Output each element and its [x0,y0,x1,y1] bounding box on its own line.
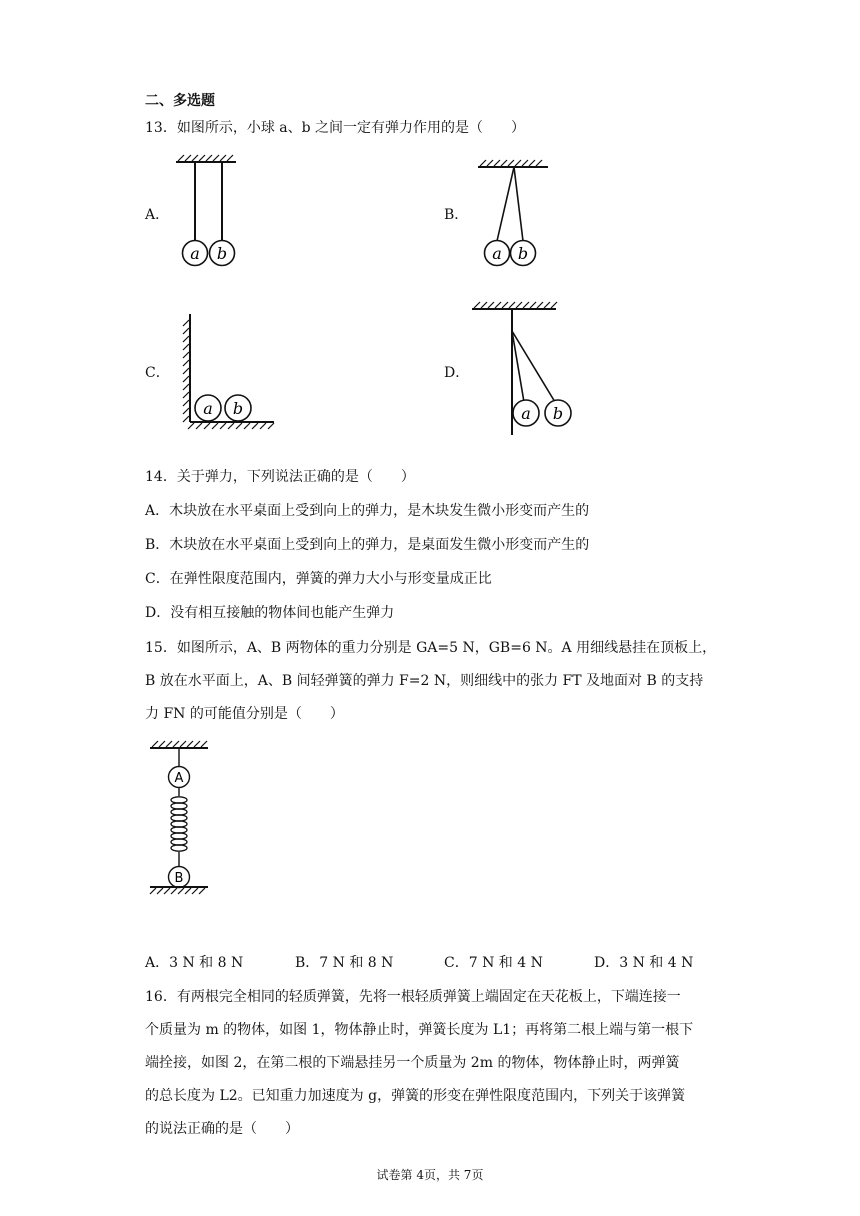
q16-stem-line-4: 的总长度为 L2。已知重力加速度为 g，弹簧的形变在弹性限度范围内，下列关于该弹簧 [145,1088,686,1104]
ball-b-label: b [232,399,244,418]
q16-stem-line-2: 个质量为 m 的物体，如图 1，物体静止时，弹簧长度为 L1；再将第二根上端与第一根下 [145,1022,694,1038]
block-b-label: B [174,871,184,886]
ball-a-label: a [492,244,502,263]
q15-option-a: A．3 N 和 8 N [145,955,244,971]
q15-stem-line-2: B 放在水平面上，A、B 间轻弹簧的弹力 F=2 N，则细线中的张力 FT 及地面对 B 的支持 [145,673,704,689]
q14-option-b: B．木块放在水平桌面上受到向上的弹力，是桌面发生微小形变而产生的 [145,537,590,553]
ball-b-label: b [552,404,564,423]
q16-stem-line-3: 端拴接，如图 2，在第二根的下端悬挂另一个质量为 2m 的物体，物体静止时，两弹簧 [145,1055,680,1071]
q13-option-a-label: A． [145,207,170,223]
q14-option-c: C．在弹性限度范围内，弹簧的弹力大小与形变量成正比 [145,571,492,587]
q13-option-c-label: C． [145,365,170,381]
ball-b-label: b [216,244,228,263]
block-a-label: A [174,771,184,786]
page-footer: 试卷第 4页，共 7页 [376,1168,484,1182]
ball-a-label: a [521,404,531,423]
q13-figure-a [170,150,260,270]
q13-stem: 13．如图所示，小球 a、b 之间一定有弹力作用的是（ ） [145,120,526,136]
q13-figure-b [470,150,560,270]
ball-a-label: a [203,399,213,418]
q14-option-a: A．木块放在水平桌面上受到向上的弹力，是木块发生微小形变而产生的 [145,503,590,519]
q14-stem: 14．关于弹力，下列说法正确的是（ ） [145,469,415,485]
ball-a-label: a [190,244,200,263]
q13-figure-d [468,295,588,440]
q13-figure-c [176,310,286,435]
q15-spring-figure [146,738,216,898]
q15-stem-line-1: 15．如图所示，A、B 两物体的重力分别是 GA=5 N，GB=6 N。A 用细线悬挂在顶板上， [145,640,717,656]
q15-option-b: B．7 N 和 8 N [295,955,394,971]
q16-stem-line-5: 的说法正确的是（ ） [145,1121,299,1137]
q13-option-d-label: D． [444,365,470,381]
q16-stem-line-1: 16．有两根完全相同的轻质弹簧，先将一根轻质弹簧上端固定在天花板上，下端连接一 [145,989,681,1005]
q14-option-d: D．没有相互接触的物体间也能产生弹力 [145,605,395,621]
q15-option-d: D．3 N 和 4 N [594,955,694,971]
q13-option-b-label: B． [444,207,469,223]
q15-stem-line-3: 力 FN 的可能值分别是（ ） [145,706,344,722]
ball-b-label: b [517,244,529,263]
q15-option-c: C．7 N 和 4 N [444,955,543,971]
section-title: 二、多选题 [145,93,215,109]
